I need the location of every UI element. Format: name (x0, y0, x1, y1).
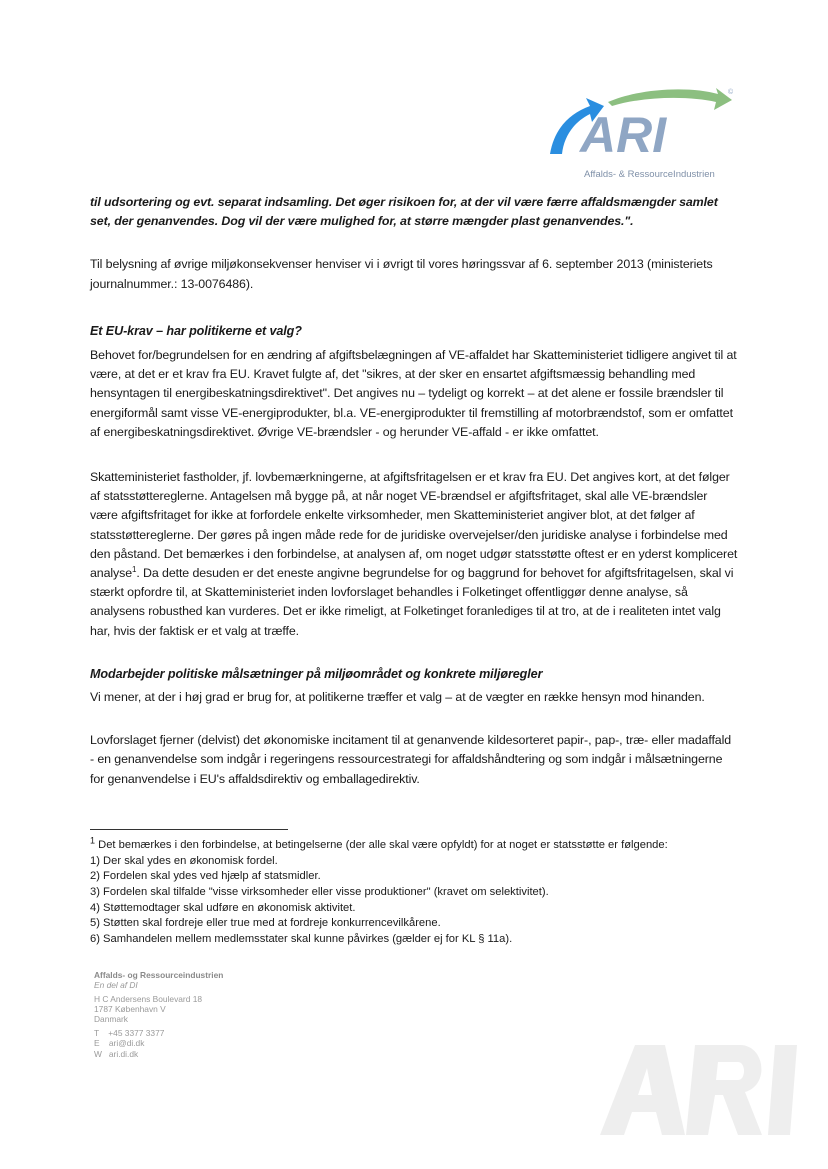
skat-paragraph (90, 468, 738, 641)
footer-email: E ari@di.dk (94, 1038, 145, 1049)
footnote-rule (90, 829, 288, 830)
logo-tagline: Affalds- & RessourceIndustrien (584, 169, 715, 180)
footnote-item: 3) Fordelen skal tilfalde "visse virksomheder eller visse produktioner" (kravet om selektivitet). (90, 885, 549, 898)
footer-web: W ari.di.dk (94, 1048, 139, 1059)
footer-org: Affalds- og Ressourceindustrien (94, 969, 224, 980)
reference-paragraph: Til belysning af øvrige miljøkonsekvenser henviser vi i øvrigt til vores høringssvar af 6. september 2013 (ministeriets journalnummer.: 13-0076486). (90, 257, 713, 291)
section-heading-eu: Et EU-krav – har politikerne et valg? (90, 323, 302, 338)
svg-text:©: © (728, 89, 734, 96)
ari-logo (540, 80, 740, 180)
svg-text:ARI: ARI (580, 107, 667, 163)
footnote-item: 1) Der skal ydes en økonomisk fordel. (90, 854, 278, 867)
footer-city: 1787 København V (94, 1004, 166, 1015)
footer-address: H C Andersens Boulevard 18 (94, 993, 203, 1004)
section-heading-miljo: Modarbejder politiske målsætninger på miljøområdet og konkrete miljøregler (90, 666, 543, 681)
footnote-item: 5) Støtten skal fordreje eller true med at fordreje konkurrencevilkårene. (90, 917, 441, 930)
quote-paragraph: til udsortering og evt. separat indsamling. Det øger risikoen for, at der vil være færre affaldsmængder samlet set, der genanvendes. Dog vil der være mulighed for, at større mængder plast genanvendes.". (90, 195, 718, 229)
letterhead-footer (94, 970, 394, 1059)
lovforslag-paragraph: Lovforslaget fjerner (delvist) det økonomiske incitament til at genanvende kildesorteret papir-, pap-, træ- eller madaffald - en genanvendelse som indgår i regeringens ressourcestrategi for affaldshåndtering og som indgår i målsætningerne for genanvendelse i EU's affaldsdirektiv og emballagedirektiv. (90, 733, 732, 786)
skat-text-a: Skatteministeriet fastholder, jf. lovbemærkningerne, at afgiftsfritagelsen er et krav fra EU. Det angives kort, at det følger af statsstøttereglerne. Antagelsen må bygge på, at når noget VE-brændsel er afgiftsfritaget, skal alle VE-brændsler være afgiftsfritaget for ikke at forfordele enkelte virksomheder, men Skatteministeriet angiver blot, at det følger af statsstøttereglerne. Der gøres på ingen måde rede for de juridiske overvejelser/den juridiske analyse i forbindelse med den påstand. Det bemærkes i den forbindelse, at analysen af, om noget udgør statsstøtte oftest er en yderst kompliceret analyse (90, 470, 738, 581)
footnote-number: 1 (90, 835, 96, 846)
document-body (90, 193, 738, 1059)
footnote-item: 2) Fordelen skal ydes ved hjælp af statsmidler. (90, 870, 321, 883)
footer-country: Danmark (94, 1014, 128, 1025)
skat-text-b: . Da dette desuden er det eneste angivne begrundelse for og baggrund for behovet for afgiftsfritagelsen, skal vi stærkt opfordre til, at Skatteministeriet inden lovforslaget behandles i Folketinget offentliggør denne analyse, så analysens robusthed kan vurderes. Det er ikke rimeligt, at Folketinget foranlediges til at tro, at de i realiteten intet valg har, hvis der faktisk er et valg at træffe. (90, 566, 734, 638)
footnote (90, 835, 740, 948)
ari-watermark (590, 1040, 810, 1140)
footnote-intro: Det bemærkes i den forbindelse, at betingelserne (der alle skal være opfyldt) for at noget er statsstøtte er følgende: (98, 838, 668, 851)
footnote-item: 6) Samhandelen mellem medlemsstater skal kunne påvirkes (gælder ej for KL § 11a). (90, 933, 513, 946)
footer-phone: T +45 3377 3377 (94, 1027, 165, 1038)
eu-paragraph: Behovet for/begrundelsen for en ændring af afgiftsbelægningen af VE-affaldet har Skatteministeriet tidligere angivet til at være, at det er et krav fra EU. Kravet fulgte af, det "sikres, at der sker en ensartet afgiftsmæssig behandling med hensyntagen til energibeskatningsdirektivet". Det angives nu – tydeligt og korrekt – at det alene er fossile brændsler til energiformål samt visse VE-energiprodukter, bl.a. VE-energiprodukter til fremstilling af motorbrændstof, som er omfattet af energibeskatningsdirektivet. Øvrige VE-brændsler - og herunder VE-affald - er ikke omfattet. (90, 348, 737, 439)
footer-sub: En del af DI (94, 980, 138, 991)
footnote-item: 4) Støttemodtager skal udføre en økonomisk aktivitet. (90, 901, 356, 914)
valg-paragraph: Vi mener, at der i høj grad er brug for, at politikerne træffer et valg – at de vægter en række hensyn mod hinanden. (90, 690, 705, 705)
footnote-ref[interactable]: 1 (132, 564, 137, 574)
